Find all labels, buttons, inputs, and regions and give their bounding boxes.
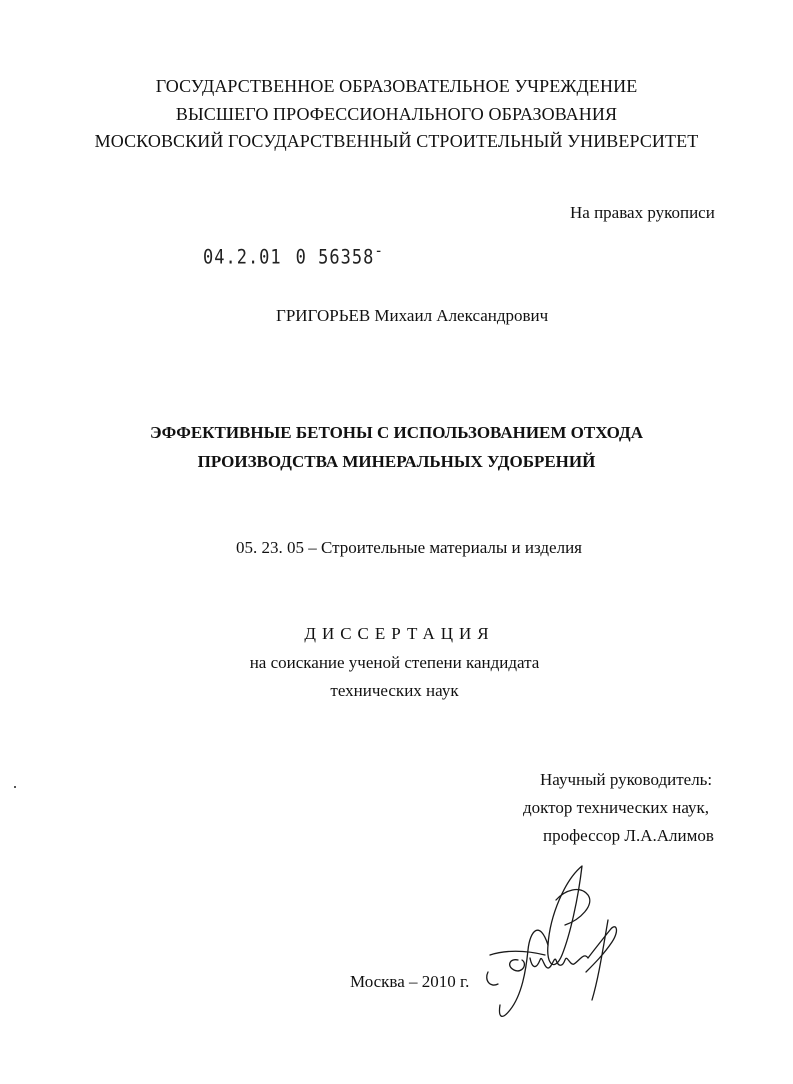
supervisor-degree: доктор технических наук, xyxy=(523,798,710,817)
degree-line-2: технических наук xyxy=(330,681,459,700)
stamp-number: 0 56358 xyxy=(295,246,375,270)
institution-line-2: ВЫСШЕГО ПРОФЕССИОНАЛЬНОГО ОБРАЗОВАНИЯ xyxy=(175,104,618,124)
scan-speck xyxy=(14,786,16,788)
institution-line-3: МОСКОВСКИЙ ГОСУДАРСТВЕННЫЙ СТРОИТЕЛЬНЫЙ УНИВЕРСИТЕТ xyxy=(94,131,699,151)
registration-stamp xyxy=(203,242,384,269)
thesis-title-line-2: ПРОИЗВОДСТВА МИНЕРАЛЬНЫХ УДОБРЕНИЙ xyxy=(197,452,596,471)
rights-note: На правах рукописи xyxy=(570,203,715,222)
author-name: ГРИГОРЬЕВ Михаил Александрович xyxy=(276,306,549,325)
institution-line-1: ГОСУДАРСТВЕННОЕ ОБРАЗОВАТЕЛЬНОЕ УЧРЕЖДЕНИЕ xyxy=(155,76,638,96)
handwritten-signature xyxy=(470,860,630,1030)
thesis-title-line-1: ЭФФЕКТИВНЫЕ БЕТОНЫ С ИСПОЛЬЗОВАНИЕМ ОТХОДА xyxy=(150,423,643,442)
stamp-mark: - xyxy=(374,242,384,261)
specialty-code: 05. 23. 05 – Строительные материалы и изделия xyxy=(236,538,582,557)
place-year: Москва – 2010 г. xyxy=(350,972,470,991)
supervisor-name: профессор Л.А.Алимов xyxy=(543,826,714,845)
degree-line-1: на соискание ученой степени кандидата xyxy=(249,653,540,672)
supervisor-label: Научный руководитель: xyxy=(540,770,713,789)
stamp-code: 04.2.01 xyxy=(203,246,282,270)
dissertation-heading: ДИССЕРТАЦИЯ xyxy=(304,624,495,643)
